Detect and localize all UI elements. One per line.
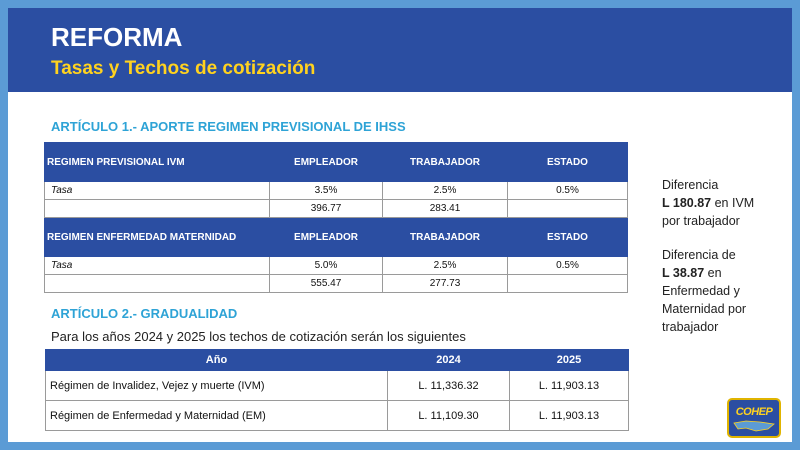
em-amount-label: [45, 275, 270, 293]
article2-intro: Para los años 2024 y 2025 los techos de cotización serán los siguientes: [51, 329, 466, 344]
em-note-prefix: Diferencia de: [662, 248, 736, 262]
em-note-line3: Enfermedad y: [662, 284, 740, 298]
em-note-line4: Maternidad por: [662, 302, 747, 316]
em-header-trabajador: TRABAJADOR: [383, 218, 508, 257]
ivm-rate-estado: 0.5%: [508, 182, 628, 200]
ivm-amount-empleador: 396.77: [270, 200, 383, 218]
em-header-empleador: EMPLEADOR: [270, 218, 383, 257]
ceiling-header-2024: 2024: [388, 350, 510, 371]
em-header-row: [45, 218, 628, 257]
em-amount-trabajador: 277.73: [383, 275, 508, 293]
em-note-mid: en: [707, 266, 722, 280]
em-rate-trabajador: 2.5%: [383, 257, 508, 275]
ivm-header-row: [45, 143, 628, 182]
ivm-header-estado: ESTADO: [508, 143, 628, 182]
ivm-rate-row: [45, 182, 628, 200]
ivm-header-empleador: EMPLEADOR: [270, 143, 383, 182]
ceiling-em-2025: L. 11,903.13: [510, 401, 629, 431]
em-rate-estado: 0.5%: [508, 257, 628, 275]
contribution-ceiling-table: [45, 349, 629, 431]
ivm-note-suffix: por trabajador: [662, 214, 740, 228]
em-amount-estado: [508, 275, 628, 293]
ivm-amount-trabajador: 283.41: [383, 200, 508, 218]
ihss-rates-table: [44, 142, 628, 293]
cohep-logo: [727, 398, 781, 438]
ivm-note-mid: en IVM: [714, 196, 755, 210]
em-note-amount: L 38.87: [662, 266, 705, 280]
cohep-logo-text: COHEP: [735, 406, 773, 418]
article1-title: ARTÍCULO 1.- APORTE REGIMEN PREVISIONAL DE IHSS: [51, 119, 406, 134]
em-header-estado: ESTADO: [508, 218, 628, 257]
ivm-note-prefix: Diferencia: [662, 178, 719, 192]
slide: [8, 8, 792, 442]
ivm-amount-estado: [508, 200, 628, 218]
ceiling-ivm-2025: L. 11,903.13: [510, 371, 629, 401]
article2-title: ARTÍCULO 2.- GRADUALIDAD: [51, 306, 238, 321]
em-amount-row: [45, 275, 628, 293]
ivm-note-amount: L 180.87: [662, 196, 712, 210]
ivm-amount-row: [45, 200, 628, 218]
em-note-line5: trabajador: [662, 320, 719, 334]
header-banner: [8, 8, 792, 92]
ceiling-header-2025: 2025: [510, 350, 629, 371]
ivm-amount-label: [45, 200, 270, 218]
ceiling-header-row: [46, 350, 629, 371]
slide-subtitle: Tasas y Techos de cotización: [51, 58, 316, 79]
ceiling-ivm-label: Régimen de Invalidez, Vejez y muerte (IVM): [46, 371, 388, 401]
em-difference-note: [662, 246, 782, 336]
ceiling-em-2024: L. 11,109.30: [388, 401, 510, 431]
ivm-header-label: REGIMEN PREVISIONAL IVM: [45, 143, 270, 182]
ceiling-row-ivm: [46, 371, 629, 401]
ivm-difference-note: [662, 176, 782, 230]
ceiling-em-label: Régimen de Enfermedad y Maternidad (EM): [46, 401, 388, 431]
ceiling-row-em: [46, 401, 629, 431]
slide-title: REFORMA: [51, 22, 183, 52]
ivm-rate-empleador: 3.5%: [270, 182, 383, 200]
em-header-label: REGIMEN ENFERMEDAD MATERNIDAD: [45, 218, 270, 257]
em-rate-label: Tasa: [45, 257, 270, 275]
ivm-rate-trabajador: 2.5%: [383, 182, 508, 200]
ivm-rate-label: Tasa: [45, 182, 270, 200]
em-amount-empleador: 555.47: [270, 275, 383, 293]
em-rate-row: [45, 257, 628, 275]
ivm-header-trabajador: TRABAJADOR: [383, 143, 508, 182]
honduras-map-icon: [732, 420, 776, 432]
ceiling-ivm-2024: L. 11,336.32: [388, 371, 510, 401]
em-rate-empleador: 5.0%: [270, 257, 383, 275]
ceiling-header-year: Año: [46, 350, 388, 371]
